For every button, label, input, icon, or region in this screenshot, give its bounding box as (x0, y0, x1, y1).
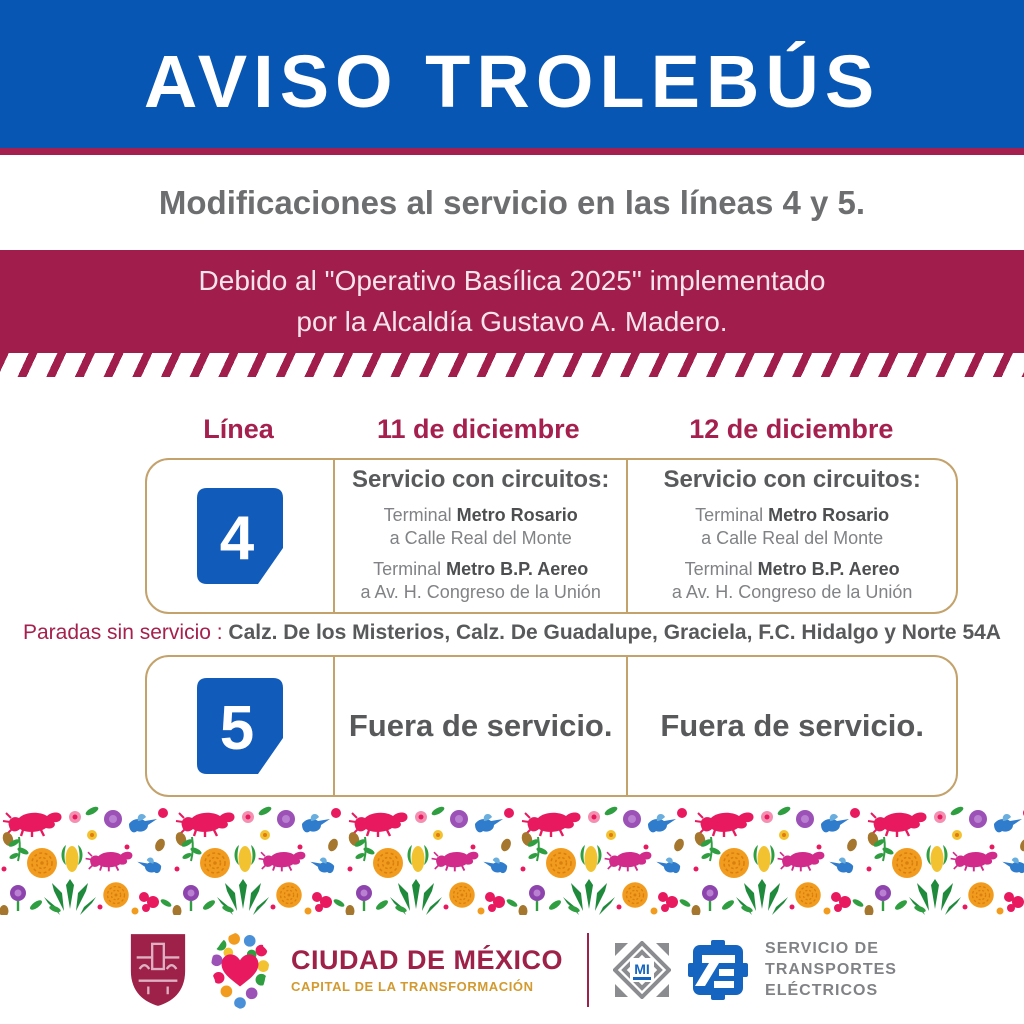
line5-service-table (145, 655, 958, 797)
diagonal-stripes-decoration (0, 353, 1024, 377)
route-prefix: Terminal (684, 559, 758, 579)
subtitle-text: Modificaciones al servicio en las líneas 4 y 5. (158, 183, 866, 221)
route-rosario (695, 504, 889, 550)
route-bp-aereo (360, 558, 600, 604)
route-prefix: Terminal (695, 504, 769, 525)
route-terminal: Metro Rosario (768, 504, 890, 525)
line4-service-table (145, 458, 958, 614)
notice-line-1: Debido al "Operativo Basílica 2025" implementado (198, 265, 826, 297)
notice-band (0, 250, 1024, 353)
line4-day2-cell (628, 460, 956, 612)
ste-line-3: ELÉCTRICOS (765, 981, 879, 999)
banner-divider-rule (0, 148, 1024, 155)
header-linea: Línea (203, 413, 274, 444)
route-destination: a Calle Real del Monte (389, 527, 572, 548)
service-title: Servicio con circuitos: (351, 465, 610, 493)
poster-title: AVISO TROLEBÚS (143, 39, 881, 123)
header-dec-11: 11 de diciembre (377, 413, 580, 444)
line4-badge-cell (147, 460, 335, 612)
route-prefix: Terminal (383, 504, 457, 525)
out-of-service-text: Fuera de servicio. (348, 708, 613, 743)
header-dec-12: 12 de diciembre (689, 413, 894, 444)
route-bp-aereo (672, 558, 912, 604)
notice-line-2: por la Alcaldía Gustavo A. Madero. (296, 305, 728, 337)
footer-divider (587, 933, 589, 1007)
service-title: Servicio con circuitos: (663, 465, 921, 493)
footer-logos (0, 915, 1024, 1024)
route-terminal: Metro Rosario (456, 504, 578, 525)
line4-day1-cell (335, 460, 628, 612)
line5-day2-cell (628, 657, 956, 795)
cdmx-wordmark (291, 945, 563, 994)
table-column-headers (145, 408, 958, 450)
stops-value: Calz. De los Misterios, Calz. De Guadalupe, Graciela, F.C. Hidalgo y Norte 54A (228, 621, 1001, 644)
floral-pattern (0, 803, 1024, 915)
line4-badge-number: 4 (219, 504, 255, 573)
subtitle-band (0, 155, 1024, 250)
cdmx-subtitle: CAPITAL DE LA TRANSFORMACIÓN (291, 979, 534, 994)
line5-badge-cell (147, 657, 335, 795)
line5-day1-cell (335, 657, 628, 795)
line5-badge-icon (197, 678, 283, 774)
line5-badge-number: 5 (219, 694, 255, 763)
stops-label: Paradas sin servicio : (23, 621, 229, 644)
route-terminal: Metro B.P. Aereo (757, 559, 900, 579)
movilidad-integrada-icon (613, 941, 671, 999)
cdmx-title: CIUDAD DE MÉXICO (291, 945, 564, 975)
route-destination: a Av. H. Congreso de la Unión (671, 582, 913, 603)
route-destination: a Av. H. Congreso de la Unión (360, 582, 601, 603)
line4-badge-icon (197, 488, 283, 584)
route-terminal: Metro B.P. Aereo (446, 559, 589, 579)
mi-logo-label: MI (634, 960, 650, 977)
route-prefix: Terminal (373, 559, 447, 579)
ste-wordmark (765, 939, 897, 1001)
cdmx-shield-icon (127, 932, 189, 1008)
floral-pattern-band (0, 803, 1024, 915)
cdmx-floral-map-icon (205, 928, 275, 1012)
route-destination: a Calle Real del Monte (701, 527, 884, 548)
banner (0, 0, 1024, 148)
out-of-service-text: Fuera de servicio. (660, 708, 924, 743)
ste-line-2: TRANSPORTES (765, 960, 897, 978)
route-rosario (384, 504, 578, 550)
stops-without-service-note (0, 621, 1024, 645)
ste-logo-icon (687, 939, 749, 1001)
ste-line-1: SERVICIO DE (765, 939, 879, 957)
